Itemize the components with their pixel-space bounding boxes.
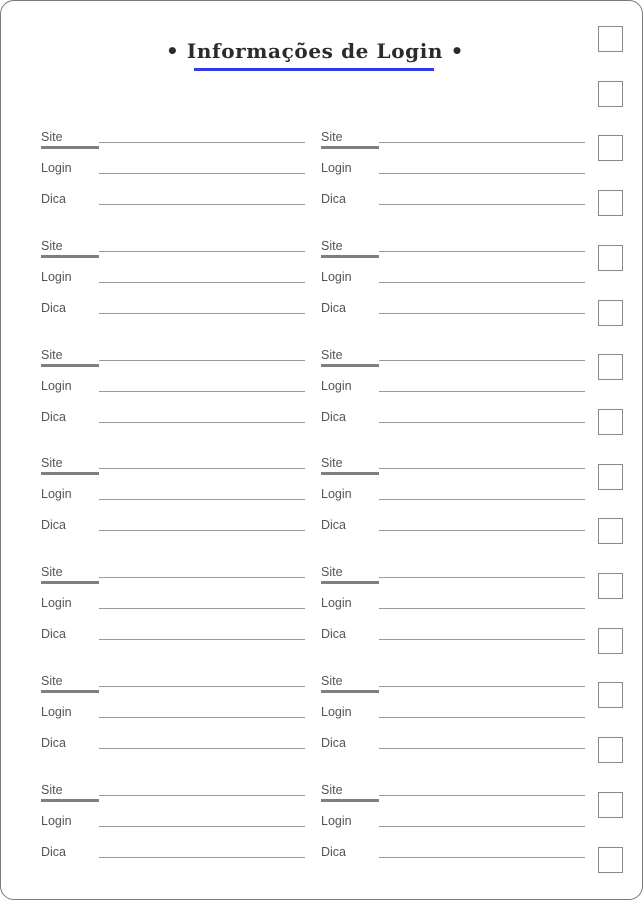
title-underline — [194, 68, 434, 71]
dica-label: Dica — [41, 518, 67, 532]
checkbox[interactable] — [598, 81, 623, 107]
site-row — [321, 239, 585, 259]
site-write-line[interactable] — [99, 360, 305, 361]
login-row — [321, 270, 585, 290]
site-write-line[interactable] — [99, 686, 305, 687]
login-write-line[interactable] — [99, 173, 305, 174]
site-label: Site — [41, 565, 63, 579]
site-row — [321, 348, 585, 368]
site-label-bar — [321, 364, 379, 367]
dica-label: Dica — [321, 845, 347, 859]
login-write-line[interactable] — [379, 391, 585, 392]
login-label: Login — [41, 379, 72, 393]
login-row — [321, 487, 585, 507]
dica-row — [41, 301, 305, 321]
login-entry — [321, 239, 585, 329]
dica-label: Dica — [41, 301, 67, 315]
site-write-line[interactable] — [379, 577, 585, 578]
site-label: Site — [321, 674, 343, 688]
login-write-line[interactable] — [99, 282, 305, 283]
login-row — [41, 161, 305, 181]
login-row — [41, 270, 305, 290]
site-write-line[interactable] — [379, 468, 585, 469]
site-label-bar — [321, 690, 379, 693]
site-write-line[interactable] — [99, 251, 305, 252]
site-label-bar — [321, 799, 379, 802]
site-row — [41, 783, 305, 803]
login-entry — [321, 456, 585, 546]
site-label: Site — [41, 674, 63, 688]
checkbox[interactable] — [598, 26, 623, 52]
login-entry — [321, 565, 585, 655]
site-label: Site — [41, 456, 63, 470]
login-write-line[interactable] — [99, 499, 305, 500]
site-row — [41, 348, 305, 368]
checkbox[interactable] — [598, 135, 623, 161]
dica-row — [41, 627, 305, 647]
dica-label: Dica — [321, 301, 347, 315]
checkbox[interactable] — [598, 792, 623, 818]
login-entry — [41, 783, 305, 873]
site-row — [41, 239, 305, 259]
dica-label: Dica — [41, 627, 67, 641]
login-write-line[interactable] — [99, 717, 305, 718]
site-write-line[interactable] — [379, 686, 585, 687]
dica-write-line[interactable] — [99, 530, 305, 531]
checkbox[interactable] — [598, 300, 623, 326]
login-label: Login — [41, 596, 72, 610]
site-label: Site — [41, 130, 63, 144]
login-row — [41, 814, 305, 834]
login-entry — [321, 674, 585, 764]
checkbox[interactable] — [598, 628, 623, 654]
site-label-bar — [41, 146, 99, 149]
login-entry — [41, 565, 305, 655]
dica-row — [41, 410, 305, 430]
login-row — [41, 596, 305, 616]
login-write-line[interactable] — [379, 717, 585, 718]
login-entry — [41, 674, 305, 764]
site-label-bar — [41, 364, 99, 367]
dica-write-line[interactable] — [379, 422, 585, 423]
site-write-line[interactable] — [379, 251, 585, 252]
site-label: Site — [321, 565, 343, 579]
checkbox[interactable] — [598, 573, 623, 599]
login-entry — [41, 456, 305, 546]
site-label-bar — [41, 472, 99, 475]
dica-row — [321, 736, 585, 756]
dica-write-line[interactable] — [99, 639, 305, 640]
login-write-line[interactable] — [379, 282, 585, 283]
login-entry — [321, 783, 585, 873]
login-write-line[interactable] — [99, 608, 305, 609]
login-row — [321, 814, 585, 834]
dica-write-line[interactable] — [379, 313, 585, 314]
login-entry — [41, 348, 305, 438]
checkbox[interactable] — [598, 245, 623, 271]
site-write-line[interactable] — [379, 142, 585, 143]
checkbox[interactable] — [598, 190, 623, 216]
checkbox[interactable] — [598, 737, 623, 763]
checkbox[interactable] — [598, 518, 623, 544]
dica-row — [321, 301, 585, 321]
login-row — [41, 379, 305, 399]
dica-label: Dica — [321, 518, 347, 532]
dica-label: Dica — [41, 192, 67, 206]
login-write-line[interactable] — [99, 391, 305, 392]
login-entry — [321, 130, 585, 220]
dica-write-line[interactable] — [99, 857, 305, 858]
dica-label: Dica — [41, 410, 67, 424]
dica-row — [41, 845, 305, 865]
checkbox[interactable] — [598, 682, 623, 708]
dica-row — [41, 192, 305, 212]
site-label: Site — [321, 348, 343, 362]
dica-row — [321, 518, 585, 538]
dica-row — [321, 627, 585, 647]
login-write-line[interactable] — [379, 499, 585, 500]
dica-label: Dica — [321, 736, 347, 750]
dica-write-line[interactable] — [379, 639, 585, 640]
login-label: Login — [321, 705, 352, 719]
login-row — [321, 161, 585, 181]
login-row — [321, 705, 585, 725]
site-label: Site — [41, 239, 63, 253]
site-row — [321, 565, 585, 585]
site-label-bar — [321, 146, 379, 149]
site-label-bar — [321, 255, 379, 258]
login-row — [41, 487, 305, 507]
login-label: Login — [41, 270, 72, 284]
site-row — [41, 456, 305, 476]
site-write-line[interactable] — [99, 468, 305, 469]
dica-write-line[interactable] — [379, 748, 585, 749]
site-write-line[interactable] — [99, 142, 305, 143]
dica-label: Dica — [321, 627, 347, 641]
site-row — [321, 456, 585, 476]
login-row — [321, 379, 585, 399]
login-entry — [41, 130, 305, 220]
dica-label: Dica — [321, 410, 347, 424]
login-write-line[interactable] — [99, 826, 305, 827]
checkbox[interactable] — [598, 354, 623, 380]
login-label: Login — [321, 596, 352, 610]
site-row — [41, 674, 305, 694]
login-label: Login — [41, 487, 72, 501]
login-label: Login — [321, 814, 352, 828]
site-label-bar — [41, 581, 99, 584]
login-write-line[interactable] — [379, 826, 585, 827]
login-write-line[interactable] — [379, 608, 585, 609]
dica-row — [321, 410, 585, 430]
dica-row — [321, 192, 585, 212]
dica-write-line[interactable] — [379, 530, 585, 531]
login-label: Login — [41, 705, 72, 719]
login-entry — [321, 348, 585, 438]
site-label-bar — [321, 581, 379, 584]
site-label-bar — [41, 690, 99, 693]
checkbox[interactable] — [598, 847, 623, 873]
checkbox[interactable] — [598, 409, 623, 435]
dica-label: Dica — [41, 845, 67, 859]
site-label: Site — [321, 239, 343, 253]
site-write-line[interactable] — [99, 577, 305, 578]
login-row — [321, 596, 585, 616]
site-label: Site — [41, 348, 63, 362]
dica-label: Dica — [321, 192, 347, 206]
login-label: Login — [321, 487, 352, 501]
site-write-line[interactable] — [379, 360, 585, 361]
login-label: Login — [41, 814, 72, 828]
dica-row — [41, 518, 305, 538]
login-row — [41, 705, 305, 725]
dica-write-line[interactable] — [99, 204, 305, 205]
dica-write-line[interactable] — [379, 204, 585, 205]
site-label-bar — [41, 255, 99, 258]
dica-row — [321, 845, 585, 865]
site-row — [41, 130, 305, 150]
site-label-bar — [41, 799, 99, 802]
dica-write-line[interactable] — [379, 857, 585, 858]
site-write-line[interactable] — [379, 795, 585, 796]
login-label: Login — [321, 379, 352, 393]
site-row — [321, 674, 585, 694]
dica-write-line[interactable] — [99, 748, 305, 749]
site-label: Site — [321, 456, 343, 470]
site-label-bar — [321, 472, 379, 475]
site-write-line[interactable] — [99, 795, 305, 796]
site-label: Site — [321, 783, 343, 797]
login-write-line[interactable] — [379, 173, 585, 174]
login-label: Login — [41, 161, 72, 175]
dica-row — [41, 736, 305, 756]
site-row — [321, 783, 585, 803]
site-row — [321, 130, 585, 150]
login-label: Login — [321, 270, 352, 284]
site-label: Site — [41, 783, 63, 797]
page-title: • Informações de Login • — [165, 39, 465, 63]
dica-write-line[interactable] — [99, 422, 305, 423]
checkbox[interactable] — [598, 464, 623, 490]
dica-write-line[interactable] — [99, 313, 305, 314]
login-entry — [41, 239, 305, 329]
login-label: Login — [321, 161, 352, 175]
site-row — [41, 565, 305, 585]
dica-label: Dica — [41, 736, 67, 750]
site-label: Site — [321, 130, 343, 144]
